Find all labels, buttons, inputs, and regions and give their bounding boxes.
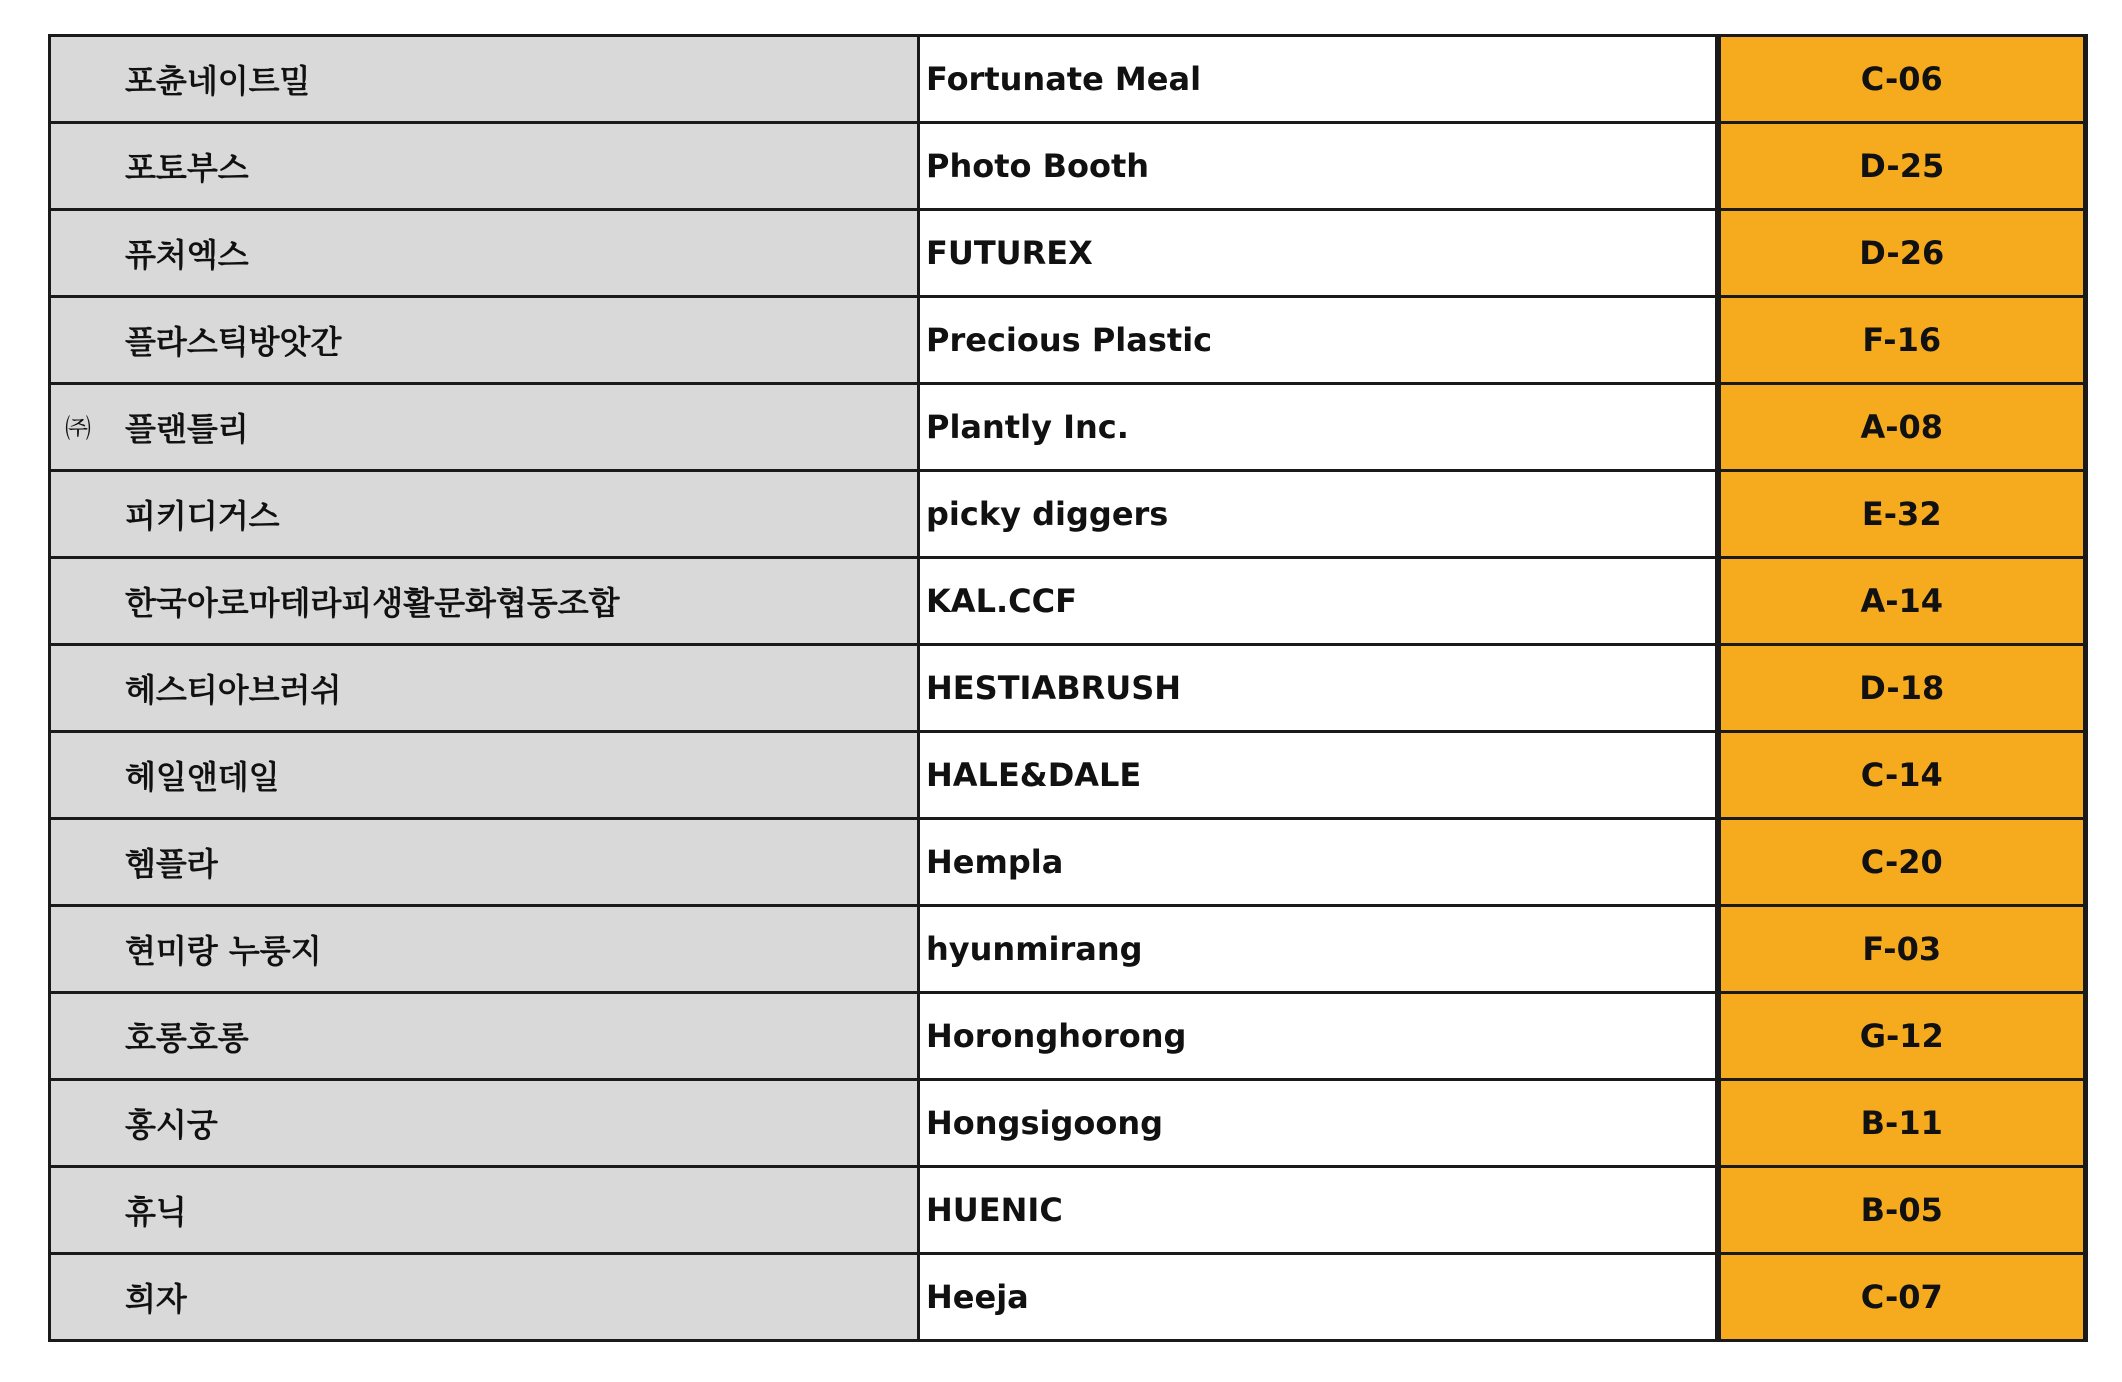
english-name: HALE&DALE	[919, 732, 1718, 819]
korean-name-cell	[50, 645, 919, 732]
table-row	[50, 210, 2086, 297]
korean-name: 플라스틱방앗간	[125, 323, 342, 361]
korean-name-cell	[50, 297, 919, 384]
booth-number: C-14	[1718, 732, 2086, 819]
english-name: Plantly Inc.	[919, 384, 1718, 471]
booth-number: B-11	[1718, 1080, 2086, 1167]
table-row	[50, 993, 2086, 1080]
booth-number: F-03	[1718, 906, 2086, 993]
booth-number: A-14	[1718, 558, 2086, 645]
korean-name-cell	[50, 123, 919, 210]
korean-name: 호롱호롱	[125, 1019, 249, 1057]
korean-name: 피키디거스	[125, 497, 280, 535]
korean-name: 희자	[125, 1280, 187, 1318]
booth-number: C-20	[1718, 819, 2086, 906]
korean-name-cell	[50, 471, 919, 558]
english-name: Hongsigoong	[919, 1080, 1718, 1167]
corporation-prefix: ㈜	[65, 414, 92, 445]
booth-number: F-16	[1718, 297, 2086, 384]
korean-name: 플랜틀리	[125, 410, 249, 448]
table-row	[50, 732, 2086, 819]
english-name: KAL.CCF	[919, 558, 1718, 645]
booth-number: C-06	[1718, 36, 2086, 123]
korean-name-cell	[50, 819, 919, 906]
korean-name: 포츈네이트밀	[125, 62, 311, 100]
english-name: Hempla	[919, 819, 1718, 906]
booth-number: A-08	[1718, 384, 2086, 471]
korean-name-cell	[50, 732, 919, 819]
table-row	[50, 819, 2086, 906]
booth-number: D-18	[1718, 645, 2086, 732]
english-name: HUENIC	[919, 1167, 1718, 1254]
korean-name-cell	[50, 993, 919, 1080]
booth-number: D-25	[1718, 123, 2086, 210]
exhibitor-table	[48, 34, 2088, 1342]
english-name: Horonghorong	[919, 993, 1718, 1080]
korean-name-cell	[50, 906, 919, 993]
korean-name-cell	[50, 1167, 919, 1254]
table-row	[50, 384, 2086, 471]
english-name: picky diggers	[919, 471, 1718, 558]
korean-name: 헤일앤데일	[125, 758, 280, 796]
exhibitor-table-body	[50, 36, 2086, 1341]
table-row	[50, 1254, 2086, 1341]
table-row	[50, 471, 2086, 558]
english-name: FUTUREX	[919, 210, 1718, 297]
korean-name: 헤스티아브러쉬	[125, 671, 342, 709]
table-row	[50, 1167, 2086, 1254]
korean-name: 현미랑 누룽지	[125, 932, 322, 970]
korean-name: 퓨처엑스	[125, 236, 249, 274]
table-row	[50, 297, 2086, 384]
table-row	[50, 123, 2086, 210]
table-row	[50, 906, 2086, 993]
english-name: HESTIABRUSH	[919, 645, 1718, 732]
english-name: Photo Booth	[919, 123, 1718, 210]
table-row	[50, 645, 2086, 732]
korean-name: 포토부스	[125, 149, 249, 187]
booth-number: C-07	[1718, 1254, 2086, 1341]
booth-number: E-32	[1718, 471, 2086, 558]
korean-name-cell	[50, 384, 919, 471]
english-name: Fortunate Meal	[919, 36, 1718, 123]
english-name: Heeja	[919, 1254, 1718, 1341]
korean-name: 홍시궁	[125, 1106, 218, 1144]
korean-name-cell	[50, 1080, 919, 1167]
english-name: hyunmirang	[919, 906, 1718, 993]
booth-number: D-26	[1718, 210, 2086, 297]
korean-name-cell	[50, 36, 919, 123]
table-row	[50, 558, 2086, 645]
table-row	[50, 1080, 2086, 1167]
english-name: Precious Plastic	[919, 297, 1718, 384]
booth-number: G-12	[1718, 993, 2086, 1080]
table-row	[50, 36, 2086, 123]
korean-name-cell	[50, 558, 919, 645]
korean-name: 휴닉	[125, 1193, 187, 1231]
korean-name-cell	[50, 1254, 919, 1341]
booth-number: B-05	[1718, 1167, 2086, 1254]
korean-name-cell	[50, 210, 919, 297]
korean-name: 헴플라	[125, 845, 218, 883]
korean-name: 한국아로마테라피생활문화협동조합	[125, 584, 620, 622]
